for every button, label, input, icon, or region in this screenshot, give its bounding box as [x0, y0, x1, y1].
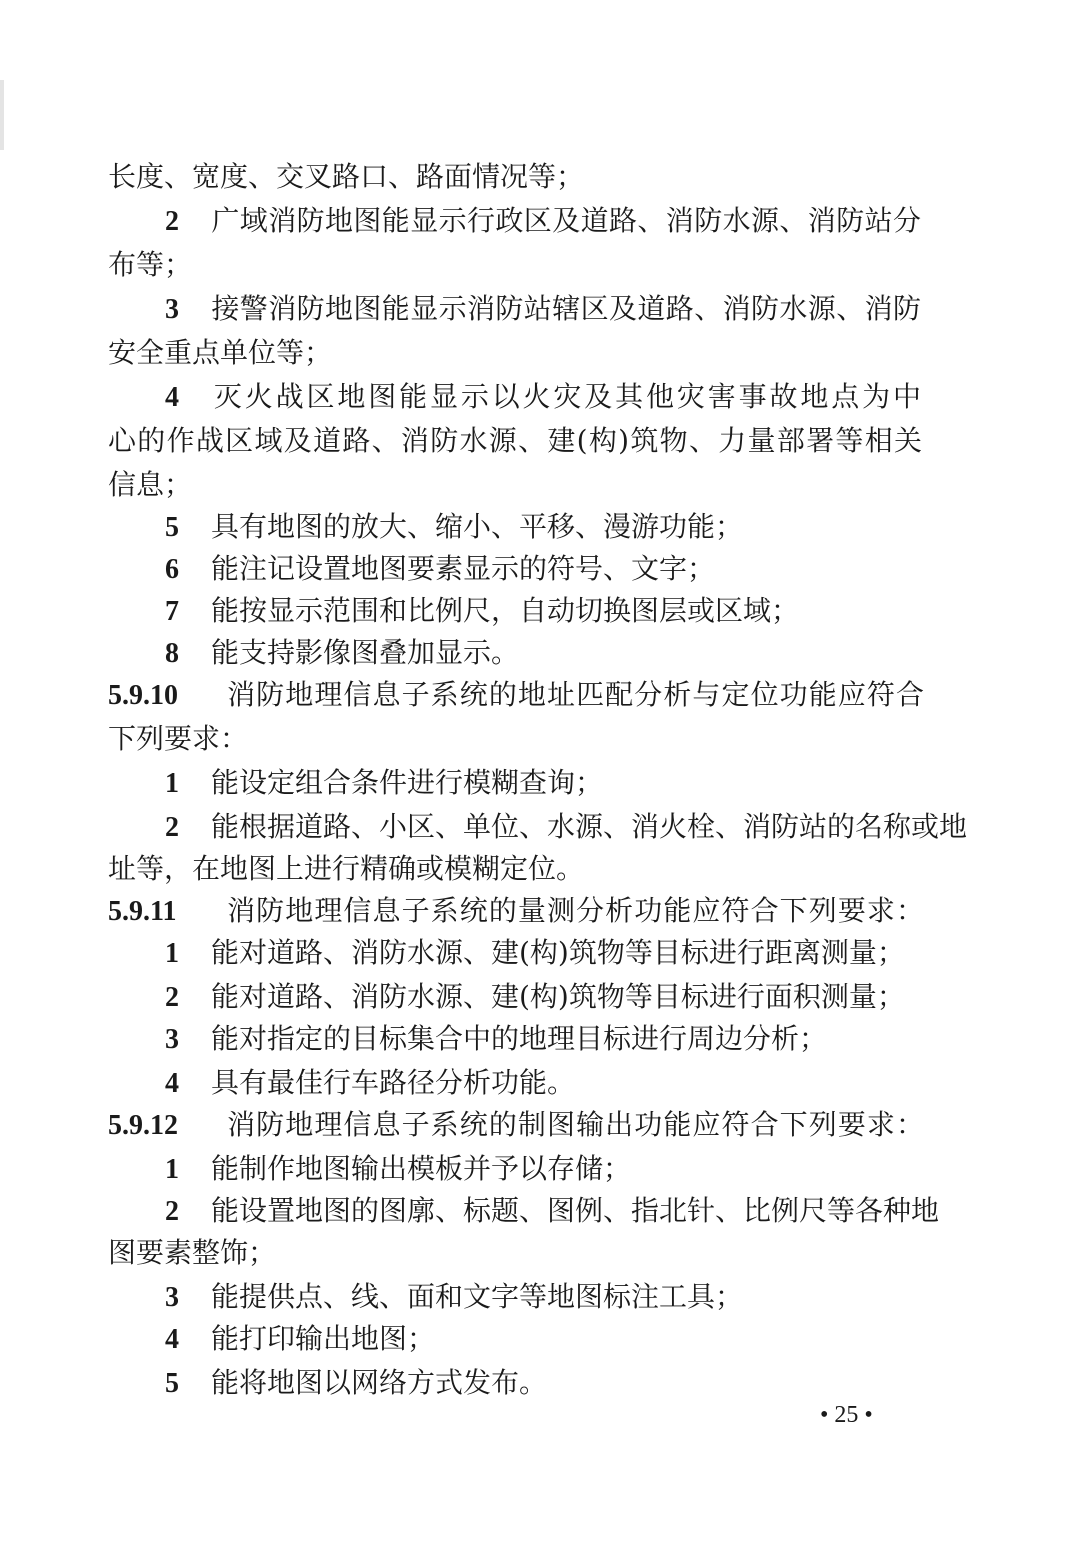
line-text: 能注记设置地图要素显示的符号、文字；	[211, 552, 716, 585]
list-item	[165, 202, 921, 241]
text-line	[108, 246, 192, 284]
list-item	[165, 1150, 631, 1189]
item-number: 4	[165, 1324, 179, 1355]
line-text: 灭火战区地图能显示以火灾及其他灾害事故地点为中	[211, 380, 921, 413]
list-item	[165, 1020, 827, 1059]
item-number: 1	[165, 1154, 179, 1185]
text-line	[108, 466, 192, 504]
item-number: 7	[165, 596, 179, 627]
item-number: 2	[165, 1196, 179, 1227]
text-line	[108, 334, 332, 372]
text-line	[108, 158, 584, 196]
clause-number: 5.9.11	[108, 896, 177, 927]
list-item	[165, 592, 799, 631]
item-number: 5	[165, 1368, 179, 1399]
line-text: 信息；	[108, 468, 193, 501]
clause-heading	[108, 892, 924, 931]
line-text: 址等，在地图上进行精确或模糊定位。	[108, 852, 585, 885]
item-number: 8	[165, 638, 179, 669]
line-text: 能设定组合条件进行模糊查询；	[211, 766, 604, 799]
list-item	[165, 634, 519, 673]
line-text: 能对指定的目标集合中的地理目标进行周边分析；	[211, 1022, 828, 1055]
line-text: 具有地图的放大、缩小、平移、漫游功能；	[211, 510, 744, 543]
item-number: 6	[165, 554, 179, 585]
item-number: 2	[165, 982, 179, 1013]
item-number: 1	[165, 768, 179, 799]
clause-heading	[108, 1106, 924, 1145]
list-item	[165, 1278, 743, 1317]
text-line	[108, 850, 584, 888]
item-number: 1	[165, 938, 179, 969]
item-number: 4	[165, 1068, 179, 1099]
line-text: 消防地理信息子系统的地址匹配分析与定位功能应符合	[226, 678, 924, 711]
list-item	[165, 508, 743, 547]
list-item	[165, 1064, 575, 1103]
scan-edge-mark	[0, 80, 4, 150]
item-number: 4	[165, 382, 179, 413]
item-number: 3	[165, 1024, 179, 1055]
text-line	[108, 1234, 276, 1272]
text-line	[108, 422, 922, 460]
line-text: 能提供点、线、面和文字等地图标注工具；	[211, 1280, 744, 1313]
clause-number: 5.9.12	[108, 1110, 178, 1141]
list-item	[165, 290, 921, 329]
list-item	[165, 808, 968, 847]
item-number: 3	[165, 1282, 179, 1313]
line-text: 能制作地图输出模板并予以存储；	[211, 1152, 632, 1185]
line-text: 广域消防地图能显示行政区及道路、消防水源、消防站分	[211, 204, 921, 237]
page-number: • 25 •	[820, 1402, 873, 1428]
item-number: 5	[165, 512, 179, 543]
line-text: 消防地理信息子系统的制图输出功能应符合下列要求：	[226, 1108, 924, 1141]
line-text: 接警消防地图能显示消防站辖区及道路、消防水源、消防	[211, 292, 921, 325]
line-text: 安全重点单位等；	[108, 336, 333, 369]
line-text: 能支持影像图叠加显示。	[211, 636, 520, 669]
list-item	[165, 764, 603, 803]
list-item	[165, 550, 715, 589]
line-text: 长度、宽度、交叉路口、路面情况等；	[108, 160, 585, 193]
list-item	[165, 378, 921, 417]
item-number: 3	[165, 294, 179, 325]
item-number: 2	[165, 206, 179, 237]
list-item	[165, 1192, 940, 1231]
clause-number: 5.9.10	[108, 680, 178, 711]
list-item	[165, 978, 905, 1017]
clause-heading	[108, 676, 924, 715]
line-text: 能按显示范围和比例尺，自动切换图层或区域；	[211, 594, 800, 627]
line-text: 下列要求：	[108, 722, 249, 755]
list-item	[165, 1320, 435, 1359]
list-item	[165, 1364, 547, 1403]
line-text: 能打印输出地图；	[211, 1322, 436, 1355]
line-text: 能对道路、消防水源、建(构)筑物等目标进行距离测量；	[211, 936, 905, 969]
line-text: 具有最佳行车路径分析功能。	[211, 1066, 576, 1099]
line-text: 能根据道路、小区、单位、水源、消火栓、消防站的名称或地	[211, 810, 968, 843]
item-number: 2	[165, 812, 179, 843]
list-item	[165, 934, 905, 973]
line-text: 心的作战区域及道路、消防水源、建(构)筑物、力量部署等相关	[108, 424, 922, 457]
text-line	[108, 720, 248, 758]
line-text: 能将地图以网络方式发布。	[211, 1366, 548, 1399]
line-text: 能对道路、消防水源、建(构)筑物等目标进行面积测量；	[211, 980, 905, 1013]
line-text: 消防地理信息子系统的量测分析功能应符合下列要求：	[226, 894, 924, 927]
line-text: 能设置地图的图廓、标题、图例、指北针、比例尺等各种地	[211, 1194, 940, 1227]
line-text: 布等；	[108, 248, 193, 281]
line-text: 图要素整饰；	[108, 1236, 277, 1269]
